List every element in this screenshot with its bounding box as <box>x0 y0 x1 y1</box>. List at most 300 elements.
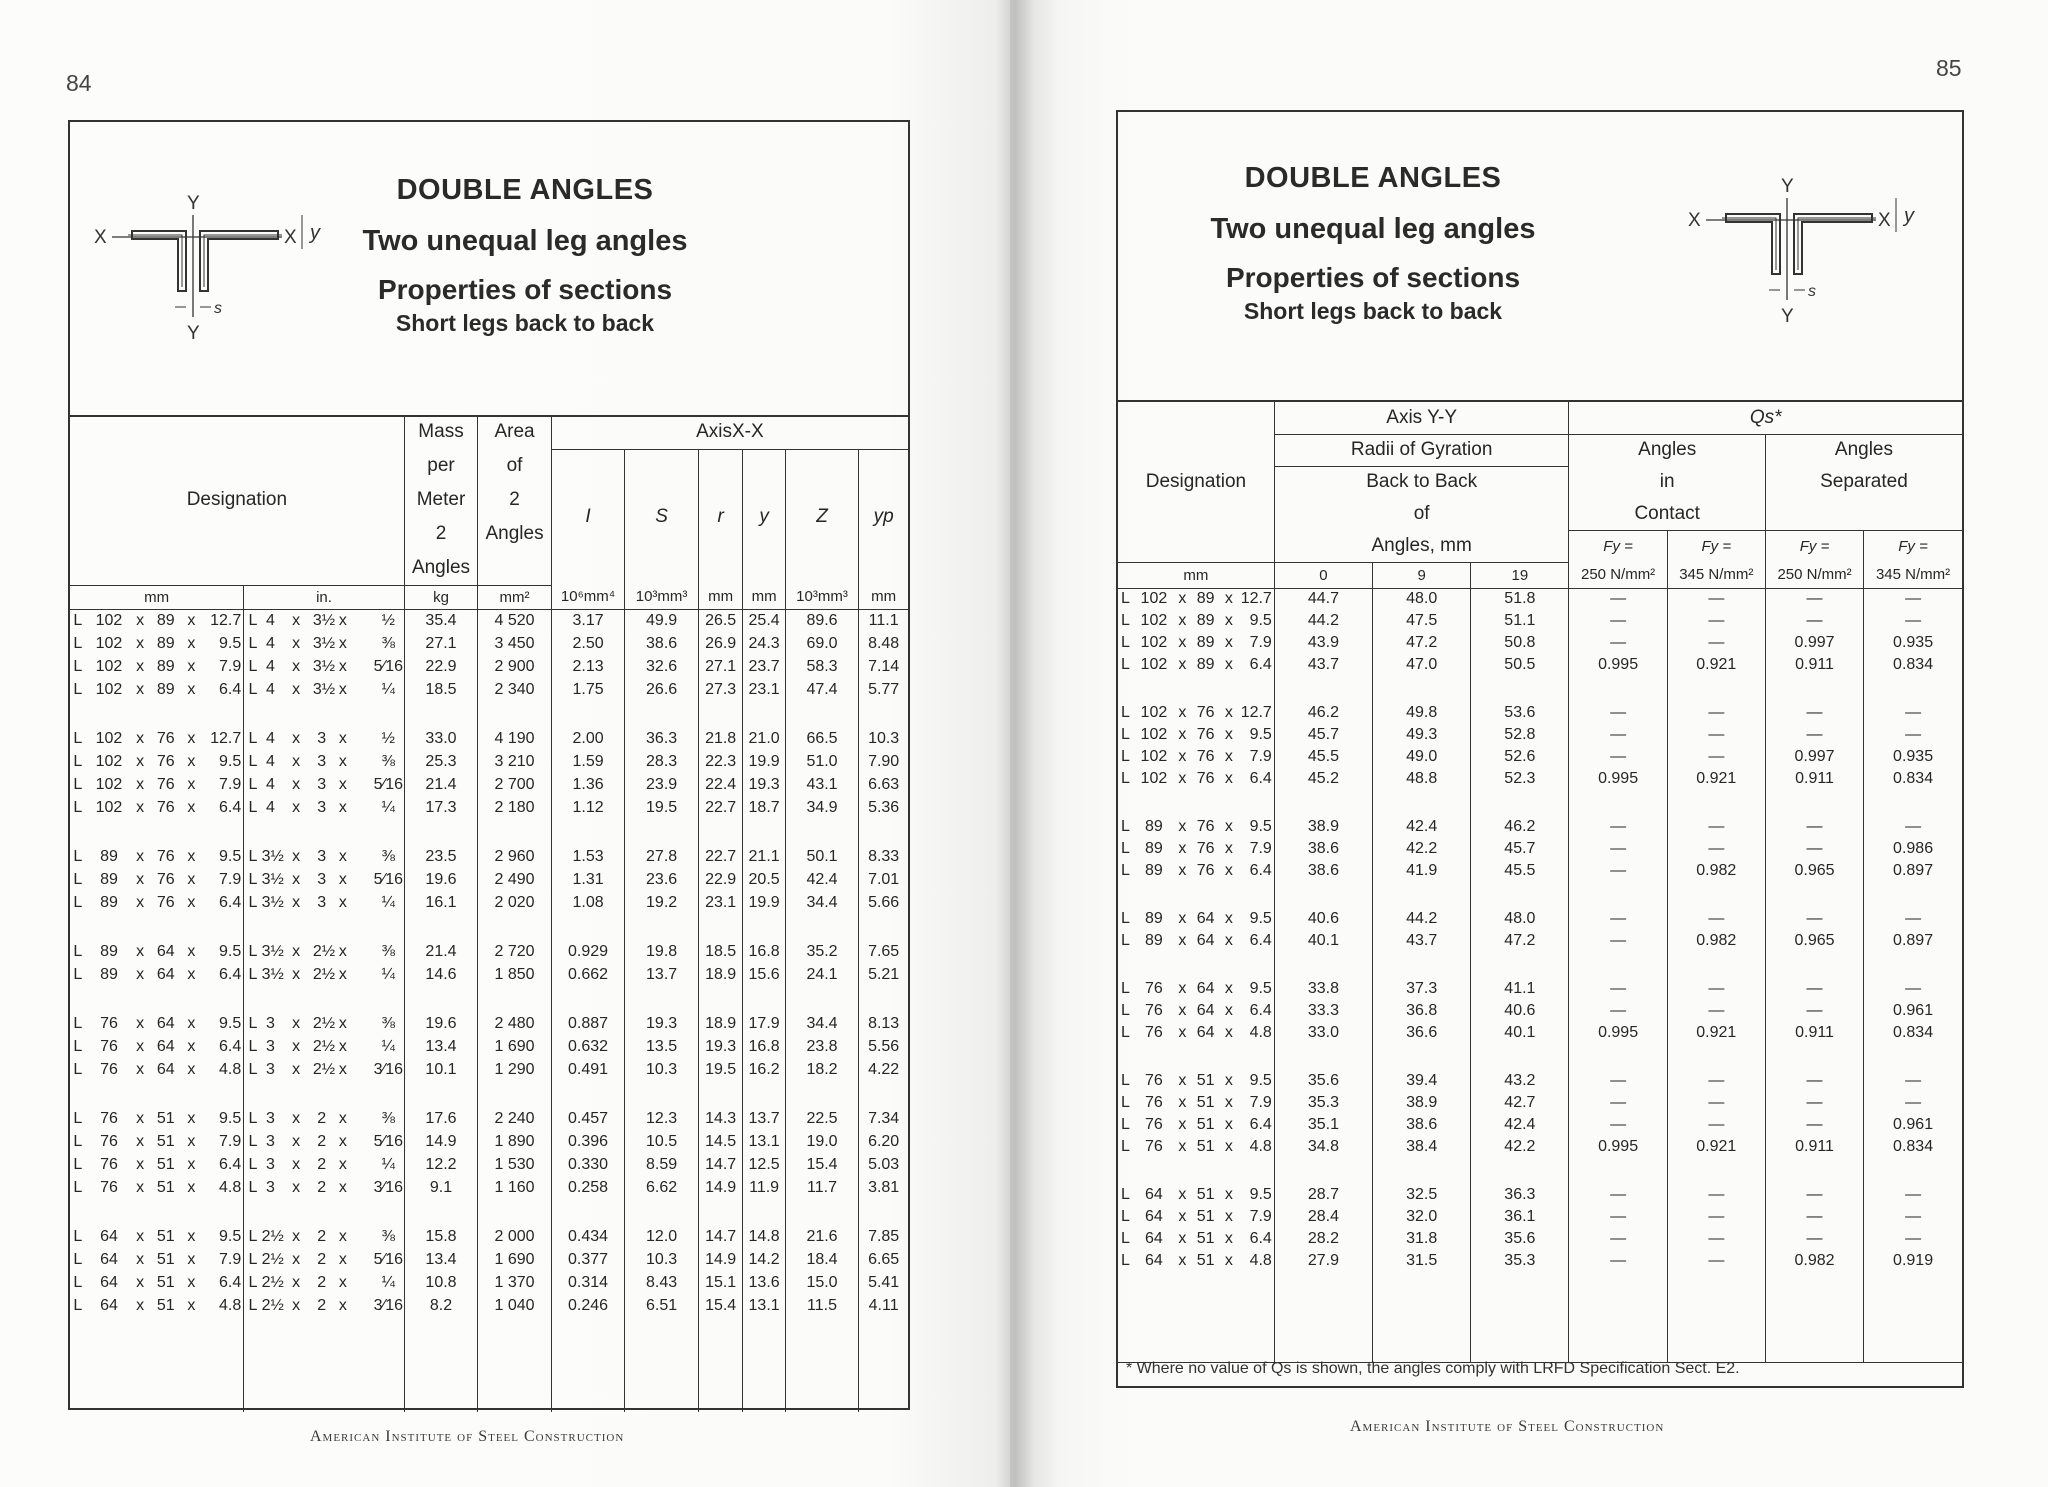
leg-a-in: 2½ <box>261 1273 284 1291</box>
value-cell: 1.75 <box>551 678 625 701</box>
value-cell: 14.7 <box>698 1225 743 1248</box>
value-cell: 14.7 <box>698 1153 743 1176</box>
table-filler <box>1118 1272 1962 1362</box>
value-cell: 17.3 <box>404 796 478 819</box>
shape-L: L <box>73 1060 83 1078</box>
value-cell: 23.5 <box>404 845 478 868</box>
value-cell: 35.4 <box>404 609 478 632</box>
value-cell: — <box>1765 1228 1863 1250</box>
shape-L-in: L <box>248 752 258 770</box>
times-sign: x <box>1224 1002 1233 1019</box>
leg-b-mm: 64 <box>156 965 175 983</box>
value-cell: 0.965 <box>1765 860 1863 882</box>
shape-L: L <box>1120 1252 1130 1269</box>
value-cell: 0.396 <box>551 1130 625 1153</box>
value-cell: 19.2 <box>625 891 699 914</box>
thickness-mm: 7.9 <box>1236 1092 1274 1114</box>
leg-b-mm: 51 <box>156 1273 175 1291</box>
shape-L: L <box>73 1155 83 1173</box>
thickness-in: ¼ <box>373 796 404 819</box>
value-cell: 45.5 <box>1274 746 1372 768</box>
times-sign: x <box>338 611 347 629</box>
contact-header-3: Contact <box>1569 498 1765 530</box>
thickness-mm: 6.4 <box>199 678 244 701</box>
table-row <box>70 1225 908 1248</box>
col-Z: Z <box>785 449 859 585</box>
spacer <box>355 845 373 868</box>
value-cell: 49.3 <box>1373 724 1471 746</box>
leg-a-mm: 102 <box>1140 748 1168 765</box>
unit-in: in. <box>244 585 404 609</box>
value-cell: 13.4 <box>404 1248 478 1271</box>
times-sign: x <box>187 1250 196 1268</box>
thickness-in: ⅜ <box>373 845 404 868</box>
value-cell: — <box>1667 838 1765 860</box>
value-cell: 21.4 <box>404 773 478 796</box>
times-sign: x <box>187 1296 196 1314</box>
leg-a-in: 3½ <box>261 942 284 960</box>
value-cell: 15.8 <box>404 1225 478 1248</box>
times-sign: x <box>1178 932 1187 949</box>
times-sign: x <box>1224 1186 1233 1203</box>
leg-a-mm: 102 <box>95 752 123 770</box>
value-cell: 43.9 <box>1274 632 1372 654</box>
times-sign: x <box>1178 1002 1187 1019</box>
value-cell: — <box>1569 746 1667 768</box>
value-cell: — <box>1765 702 1863 724</box>
value-cell: 12.0 <box>625 1225 699 1248</box>
shape-L: L <box>73 942 83 960</box>
leg-b-mm: 76 <box>156 752 175 770</box>
spacer <box>355 868 373 891</box>
thickness-in: ¼ <box>373 963 404 986</box>
times-sign: x <box>338 1227 347 1245</box>
value-cell: — <box>1765 1092 1863 1114</box>
thickness-in: ⅜ <box>373 1012 404 1035</box>
spacer <box>355 750 373 773</box>
value-cell: 16.8 <box>743 1035 785 1058</box>
value-cell: — <box>1905 980 1922 997</box>
value-cell: 0.995 <box>1569 654 1667 676</box>
value-cell: 1 530 <box>478 1153 552 1176</box>
value-cell: 12.5 <box>743 1153 785 1176</box>
times-sign: x <box>1178 818 1187 835</box>
times-sign: x <box>338 1060 347 1078</box>
leg-b-in: 2½ <box>312 1060 336 1078</box>
shape-L-in: L <box>248 1273 258 1291</box>
value-cell: — <box>1905 612 1922 629</box>
shape-L: L <box>1120 726 1130 743</box>
value-cell: 53.6 <box>1471 702 1569 724</box>
value-cell: 6.63 <box>868 775 900 793</box>
value-cell: — <box>1765 610 1863 632</box>
leg-b-in: 2 <box>317 1227 327 1245</box>
times-sign: x <box>1224 1024 1233 1041</box>
value-cell: 8.33 <box>868 847 900 865</box>
leg-a-mm: 102 <box>95 798 123 816</box>
value-cell: 4 190 <box>478 727 552 750</box>
leg-a-in: 3 <box>266 1060 275 1078</box>
value-cell: 5.36 <box>868 798 900 816</box>
value-cell: 1.08 <box>551 891 625 914</box>
spacer <box>355 1107 373 1130</box>
right-subtitle: Two unequal leg angles <box>1210 213 1536 245</box>
leg-a-mm: 89 <box>1145 862 1163 879</box>
unit-y: mm <box>743 585 785 609</box>
value-cell: 14.8 <box>743 1225 785 1248</box>
value-cell: 19.3 <box>625 1012 699 1035</box>
thickness-mm: 6.4 <box>1236 1228 1274 1250</box>
unit-kg: kg <box>404 585 478 609</box>
times-sign: x <box>136 752 145 770</box>
value-cell: 33.3 <box>1274 1000 1372 1022</box>
times-sign: x <box>136 1109 145 1127</box>
thickness-in: 3⁄16 <box>373 1058 404 1081</box>
leg-a-in: 3½ <box>261 870 284 888</box>
leg-b-mm: 76 <box>156 775 175 793</box>
leg-a-mm: 64 <box>100 1250 118 1268</box>
value-cell: — <box>1905 1186 1922 1203</box>
value-cell: 58.3 <box>785 655 859 678</box>
times-sign: x <box>338 870 347 888</box>
times-sign: x <box>292 1037 301 1055</box>
value-cell: 43.7 <box>1274 654 1372 676</box>
shape-L: L <box>1120 1208 1130 1225</box>
thickness-mm: 4.8 <box>199 1058 244 1081</box>
times-sign: x <box>1178 862 1187 879</box>
table-row <box>70 1012 908 1035</box>
times-sign: x <box>136 870 145 888</box>
value-cell: 24.3 <box>743 632 785 655</box>
value-cell: 44.2 <box>1373 908 1471 930</box>
times-sign: x <box>338 1155 347 1173</box>
table-row <box>1118 768 1962 790</box>
leg-a-mm: 64 <box>1145 1186 1163 1203</box>
value-cell: 19.3 <box>698 1035 743 1058</box>
times-sign: x <box>1224 1208 1233 1225</box>
times-sign: x <box>187 752 196 770</box>
btb-header-1: Back to Back <box>1274 466 1569 498</box>
thickness-mm: 9.5 <box>199 750 244 773</box>
times-sign: x <box>1178 748 1187 765</box>
times-sign: x <box>338 634 347 652</box>
value-cell: 25.3 <box>404 750 478 773</box>
table-row <box>1118 1092 1962 1114</box>
leg-a-in: 3 <box>266 1014 275 1032</box>
leg-a-mm: 76 <box>1145 1002 1163 1019</box>
leg-b-mm: 51 <box>1196 1186 1215 1203</box>
value-cell: 24.1 <box>785 963 859 986</box>
value-cell: 19.9 <box>743 750 785 773</box>
shape-L: L <box>73 634 83 652</box>
times-sign: x <box>292 893 301 911</box>
value-cell: 23.9 <box>625 773 699 796</box>
right-props: Properties of sections <box>1225 262 1521 293</box>
value-cell: 7.65 <box>868 942 900 960</box>
value-cell: 7.01 <box>868 870 900 888</box>
value-cell: 34.4 <box>785 891 859 914</box>
times-sign: x <box>292 1273 301 1291</box>
thickness-mm: 9.5 <box>1236 610 1274 632</box>
thickness-mm: 9.5 <box>199 632 244 655</box>
thickness-mm: 7.9 <box>199 655 244 678</box>
value-cell: 0.995 <box>1569 1022 1667 1044</box>
leg-a-mm: 102 <box>1140 770 1168 787</box>
table-row <box>70 1176 908 1199</box>
leg-a-in: 3 <box>266 1132 275 1150</box>
value-cell: 0.982 <box>1667 930 1765 952</box>
leg-b-in: 2 <box>317 1178 327 1196</box>
value-cell: 13.1 <box>743 1294 785 1317</box>
leg-b-in: 3 <box>317 752 327 770</box>
diagram-x-label: X <box>94 227 107 248</box>
group-spacer <box>1118 676 1962 702</box>
table-row <box>1118 838 1962 860</box>
spacer <box>355 940 373 963</box>
leg-b-mm: 76 <box>156 798 175 816</box>
spacer <box>355 609 373 632</box>
times-sign: x <box>292 1250 301 1268</box>
times-sign: x <box>292 775 301 793</box>
leg-a-mm: 76 <box>100 1178 118 1196</box>
value-cell: 26.5 <box>698 609 743 632</box>
value-cell: 32.6 <box>625 655 699 678</box>
thickness-in: ⅜ <box>373 1107 404 1130</box>
thickness-in: ¼ <box>373 1153 404 1176</box>
value-cell: 21.4 <box>404 940 478 963</box>
value-cell: 0.995 <box>1569 1136 1667 1158</box>
value-cell: — <box>1765 816 1863 838</box>
shape-L: L <box>1120 862 1130 879</box>
value-cell: 35.6 <box>1471 1228 1569 1250</box>
thickness-mm: 9.5 <box>199 1012 244 1035</box>
leg-a-in: 4 <box>266 634 275 652</box>
value-cell: 23.1 <box>743 678 785 701</box>
shape-L: L <box>1120 770 1130 787</box>
leg-b-in: 2½ <box>312 942 336 960</box>
value-cell: 0.491 <box>551 1058 625 1081</box>
value-cell: — <box>1667 588 1765 610</box>
thickness-in: ⅜ <box>373 940 404 963</box>
value-cell: 14.9 <box>404 1130 478 1153</box>
times-sign: x <box>187 893 196 911</box>
value-cell: 38.6 <box>1274 860 1372 882</box>
value-cell: 0.897 <box>1893 862 1934 879</box>
times-sign: x <box>136 634 145 652</box>
shape-L: L <box>1120 656 1130 673</box>
value-cell: 40.1 <box>1274 930 1372 952</box>
thickness-in: 5⁄16 <box>373 1248 404 1271</box>
table-row <box>1118 724 1962 746</box>
value-cell: 0.997 <box>1765 632 1863 654</box>
thickness-mm: 12.7 <box>199 727 244 750</box>
leg-a-mm: 64 <box>1145 1252 1163 1269</box>
fy-3: Fy = <box>1765 530 1863 562</box>
value-cell: — <box>1569 1206 1667 1228</box>
times-sign: x <box>187 611 196 629</box>
value-cell: 22.7 <box>698 845 743 868</box>
value-cell: 0.897 <box>1893 932 1934 949</box>
col-I: I <box>551 449 625 585</box>
times-sign: x <box>292 729 301 747</box>
shape-L: L <box>73 847 83 865</box>
left-footer: American Institute of Steel Construction <box>310 1428 625 1445</box>
value-cell: — <box>1569 1000 1667 1022</box>
times-sign: x <box>1224 590 1233 608</box>
times-sign: x <box>292 965 301 983</box>
times-sign: x <box>187 965 196 983</box>
left-arrangement: Short legs back to back <box>395 310 655 336</box>
thickness-mm: 6.4 <box>1236 768 1274 790</box>
leg-a-mm: 89 <box>1145 910 1163 927</box>
leg-a-mm: 102 <box>1140 704 1168 721</box>
value-cell: 2.50 <box>551 632 625 655</box>
times-sign: x <box>136 1132 145 1150</box>
value-cell: 69.0 <box>785 632 859 655</box>
unit-yp: mm <box>859 585 908 609</box>
value-cell: 27.9 <box>1274 1250 1372 1272</box>
unit-mm: mm <box>70 585 244 609</box>
value-cell: 19.9 <box>743 891 785 914</box>
designation-header: Designation <box>70 415 404 585</box>
shape-L: L <box>1120 748 1130 765</box>
times-sign: x <box>136 1060 145 1078</box>
value-cell: 16.1 <box>404 891 478 914</box>
separated-header-2: Separated <box>1820 471 1908 492</box>
value-cell: 1.36 <box>551 773 625 796</box>
value-cell: — <box>1569 1250 1667 1272</box>
thickness-mm: 7.9 <box>199 773 244 796</box>
value-cell: 13.7 <box>743 1107 785 1130</box>
value-cell: 2 240 <box>478 1107 552 1130</box>
shape-L: L <box>73 798 83 816</box>
value-cell: 8.59 <box>625 1153 699 1176</box>
leg-b-mm: 76 <box>1196 840 1215 857</box>
table-row <box>1118 1022 1962 1044</box>
leg-a-mm: 76 <box>100 1155 118 1173</box>
diagram-x-label-right: X <box>1878 210 1891 231</box>
shape-L: L <box>1120 612 1130 629</box>
value-cell: 0.377 <box>551 1248 625 1271</box>
value-cell: 2.13 <box>551 655 625 678</box>
thickness-mm: 4.8 <box>1236 1022 1274 1044</box>
area-header-3: 2 <box>478 483 552 517</box>
right-properties-table <box>1118 402 1962 1363</box>
value-cell: 50.1 <box>785 845 859 868</box>
spacer <box>355 773 373 796</box>
shape-L: L <box>1120 1116 1130 1133</box>
times-sign: x <box>1178 656 1187 673</box>
leg-a-in: 4 <box>266 657 275 675</box>
shape-L: L <box>73 729 83 747</box>
leg-b-mm: 51 <box>156 1109 175 1127</box>
times-sign: x <box>1224 862 1233 879</box>
leg-b-in: 3½ <box>312 680 336 698</box>
value-cell: 0.834 <box>1893 656 1934 673</box>
value-cell: 28.7 <box>1274 1184 1372 1206</box>
table-row <box>70 655 908 678</box>
value-cell: 8.43 <box>625 1271 699 1294</box>
shape-L-in: L <box>248 942 258 960</box>
unit-0: 0 <box>1274 562 1372 588</box>
value-cell: 50.8 <box>1471 632 1569 654</box>
value-cell: 26.9 <box>698 632 743 655</box>
col-r: r <box>698 449 743 585</box>
value-cell: 7.34 <box>868 1109 900 1127</box>
value-cell: 0.662 <box>551 963 625 986</box>
value-cell: 5.66 <box>868 893 900 911</box>
times-sign: x <box>136 798 145 816</box>
times-sign: x <box>292 870 301 888</box>
value-cell: 19.3 <box>743 773 785 796</box>
table-row <box>1118 588 1962 610</box>
shape-L: L <box>73 870 83 888</box>
leg-a-mm: 76 <box>100 1037 118 1055</box>
value-cell: 0.834 <box>1893 1138 1934 1155</box>
value-cell: 6.51 <box>625 1294 699 1317</box>
times-sign: x <box>338 680 347 698</box>
leg-b-mm: 76 <box>156 870 175 888</box>
times-sign: x <box>1224 656 1233 673</box>
times-sign: x <box>292 1014 301 1032</box>
table-row <box>70 1107 908 1130</box>
table-row <box>70 678 908 701</box>
thickness-in: ¼ <box>373 678 404 701</box>
value-cell: 33.8 <box>1274 978 1372 1000</box>
times-sign: x <box>187 942 196 960</box>
table-row <box>1118 908 1962 930</box>
shape-L: L <box>1120 910 1130 927</box>
value-cell: 52.3 <box>1471 768 1569 790</box>
diagram-x-label-right: X <box>284 227 297 248</box>
times-sign: x <box>136 680 145 698</box>
times-sign: x <box>292 611 301 629</box>
thickness-in: ⅜ <box>373 632 404 655</box>
shape-L-in: L <box>248 680 258 698</box>
value-cell: 23.1 <box>698 891 743 914</box>
value-cell: — <box>1569 1114 1667 1136</box>
times-sign: x <box>338 1014 347 1032</box>
times-sign: x <box>136 942 145 960</box>
leg-a-in: 4 <box>266 729 275 747</box>
table-row <box>1118 1250 1962 1272</box>
times-sign: x <box>338 752 347 770</box>
table-row <box>1118 610 1962 632</box>
leg-a-mm: 64 <box>1145 1230 1163 1247</box>
shape-L: L <box>73 1296 83 1314</box>
shape-L: L <box>1120 634 1130 651</box>
times-sign: x <box>1224 840 1233 857</box>
value-cell: 45.2 <box>1274 768 1372 790</box>
value-cell: — <box>1667 1206 1765 1228</box>
table-row <box>1118 1070 1962 1092</box>
value-cell: 34.9 <box>785 796 859 819</box>
shape-L: L <box>73 1227 83 1245</box>
spacer <box>355 678 373 701</box>
thickness-mm: 4.8 <box>199 1294 244 1317</box>
times-sign: x <box>338 798 347 816</box>
value-cell: 66.5 <box>785 727 859 750</box>
value-cell: 38.6 <box>1274 838 1372 860</box>
times-sign: x <box>187 847 196 865</box>
value-cell: 2 900 <box>478 655 552 678</box>
value-cell: 31.8 <box>1373 1228 1471 1250</box>
value-cell: 42.4 <box>1373 816 1471 838</box>
value-cell: — <box>1765 724 1863 746</box>
shape-L-in: L <box>248 1250 258 1268</box>
times-sign: x <box>187 1014 196 1032</box>
table-row <box>1118 816 1962 838</box>
